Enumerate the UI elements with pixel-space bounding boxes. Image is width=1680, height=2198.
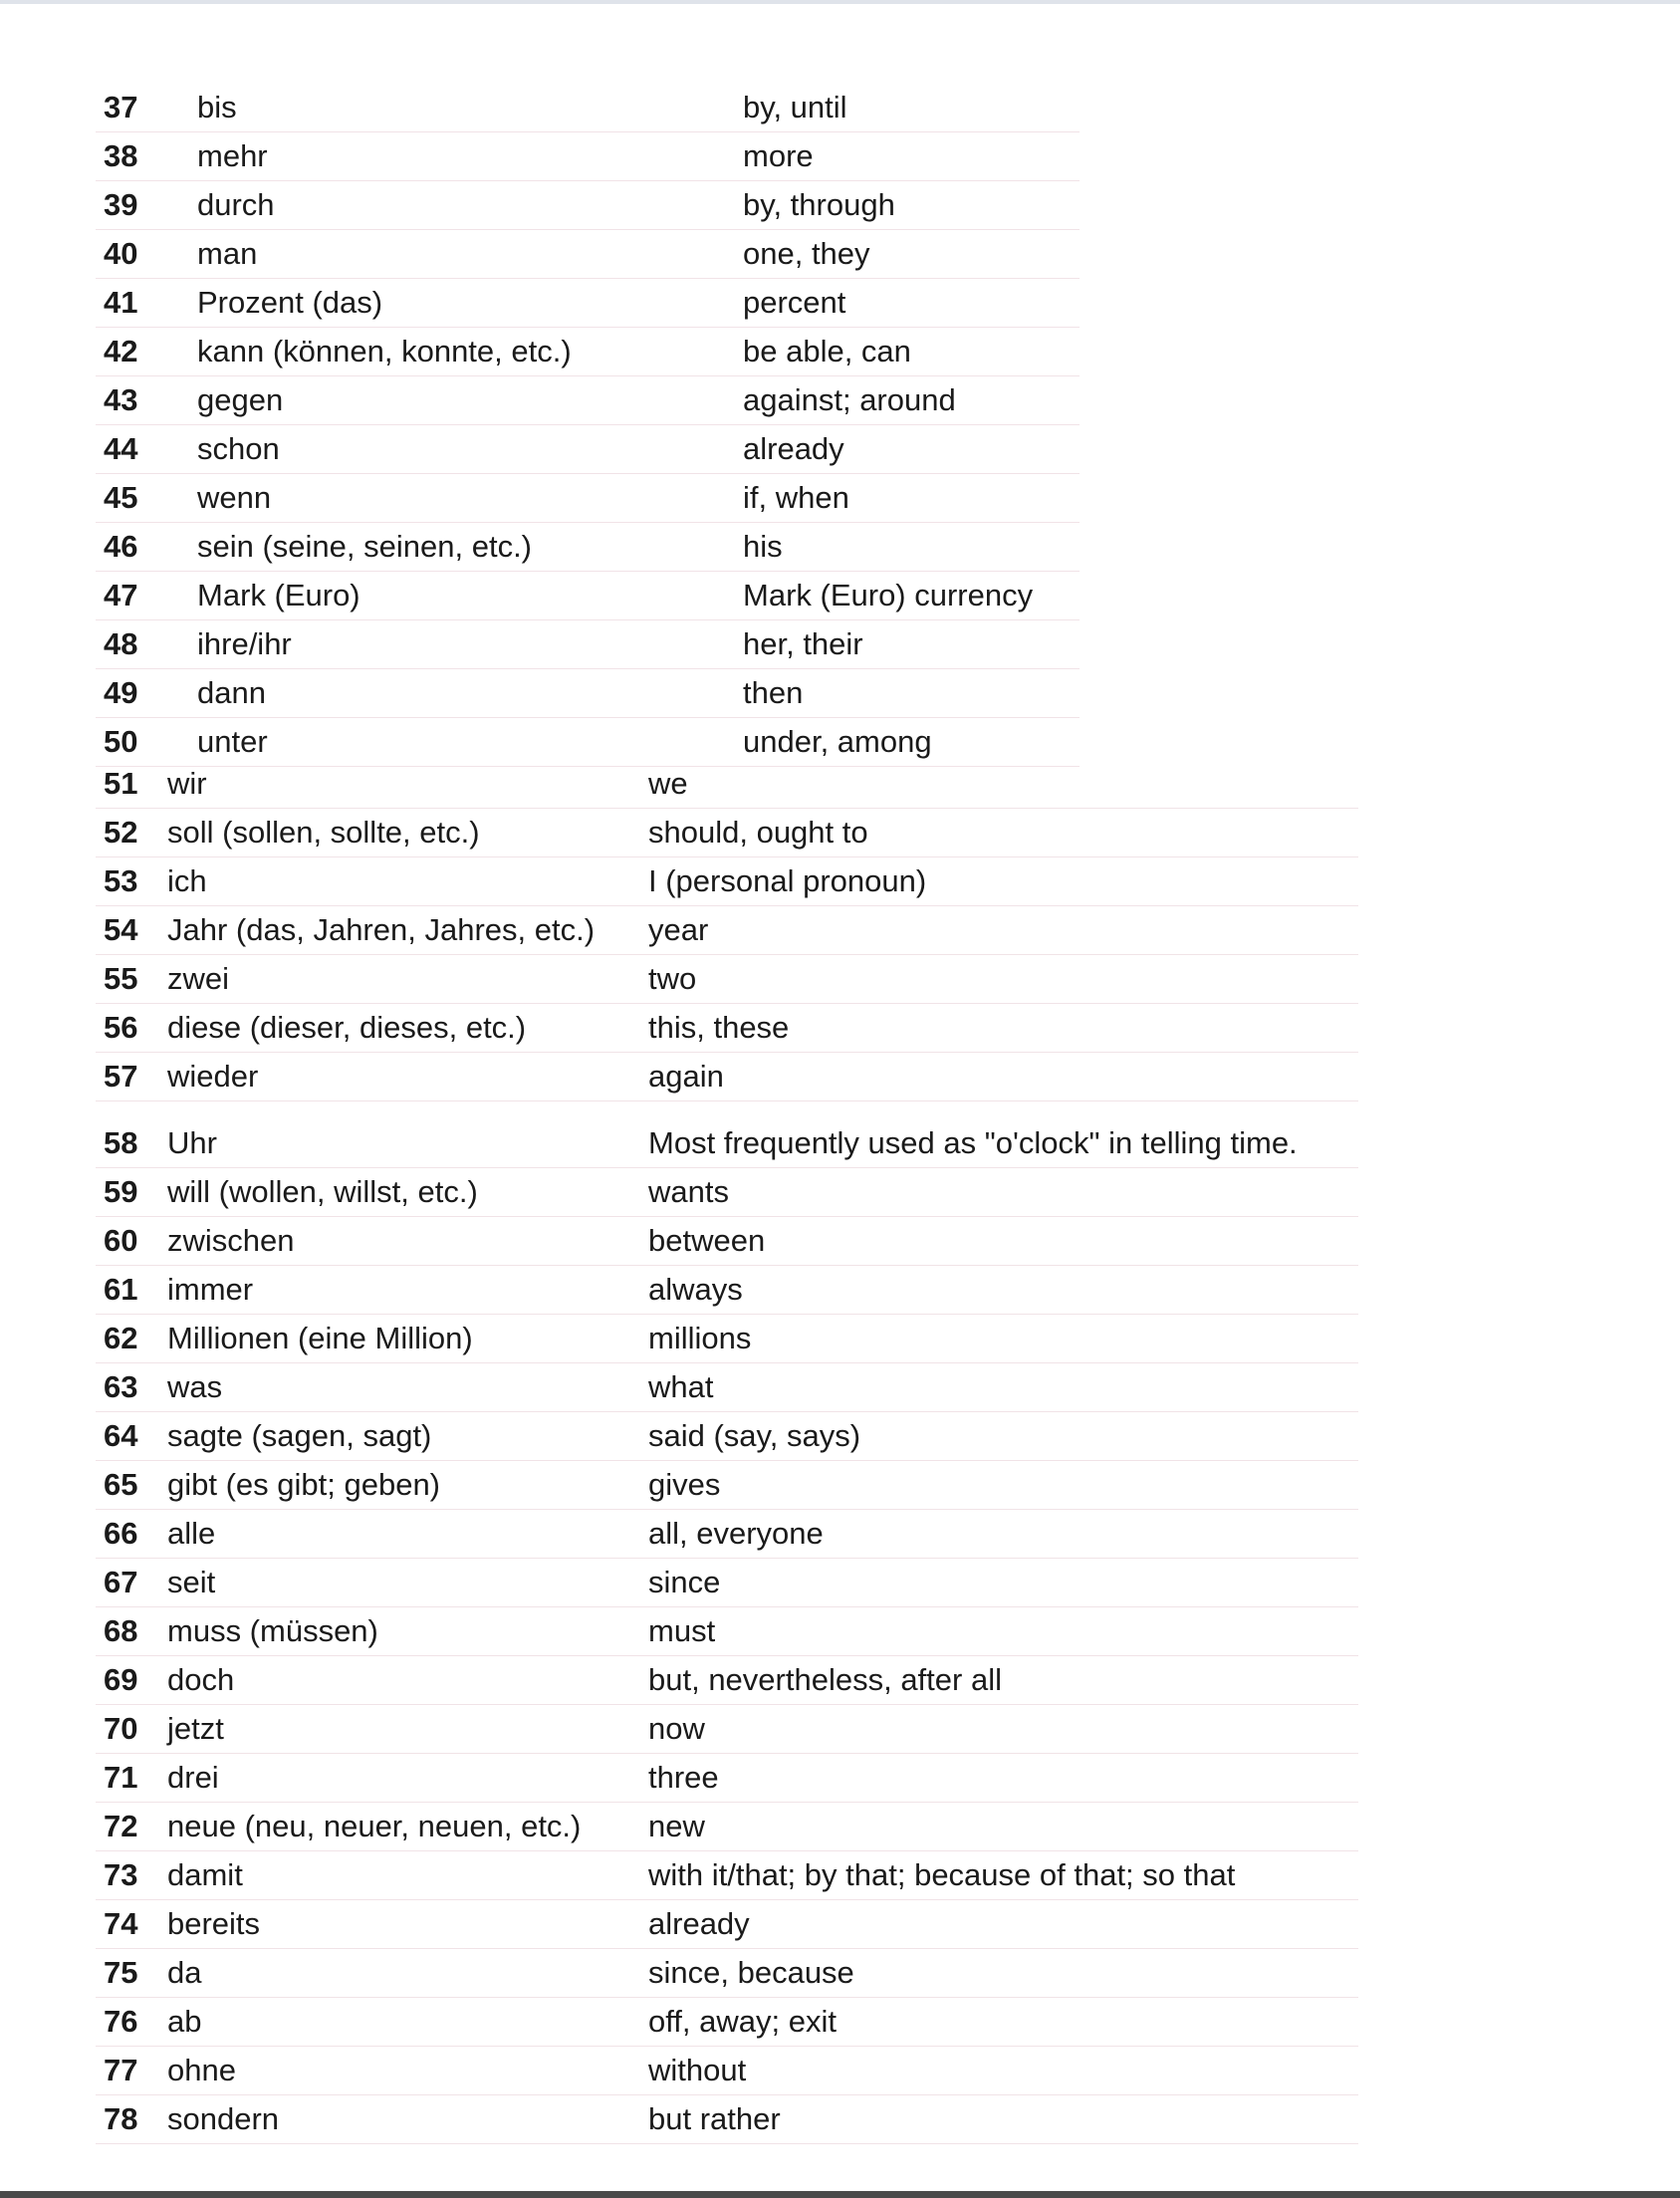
german-word: alle xyxy=(167,1516,216,1551)
rank-number: 37 xyxy=(104,90,138,124)
rank-number: 72 xyxy=(104,1809,138,1843)
table-row xyxy=(96,523,1080,572)
rank-number: 52 xyxy=(104,815,138,850)
table-row xyxy=(96,1461,1358,1510)
rank-number: 61 xyxy=(104,1272,138,1307)
table-row xyxy=(96,2047,1358,2095)
german-word: ab xyxy=(167,2004,202,2039)
german-word: da xyxy=(167,1955,202,1990)
german-word: damit xyxy=(167,1857,243,1892)
rank-number: 45 xyxy=(104,480,138,515)
english-translation: already xyxy=(648,1906,750,1941)
german-word: unter xyxy=(197,724,268,759)
table-row xyxy=(96,1266,1358,1315)
english-translation: his xyxy=(743,529,783,564)
rank-number: 77 xyxy=(104,2053,138,2087)
table-row xyxy=(96,1656,1358,1705)
table-row xyxy=(96,1900,1358,1949)
table-row xyxy=(96,760,1358,809)
german-word: sein (seine, seinen, etc.) xyxy=(197,529,533,564)
table-row xyxy=(96,132,1080,181)
vocab-table-part-1 xyxy=(96,84,1080,767)
english-translation: under, among xyxy=(743,724,932,759)
rank-number: 54 xyxy=(104,912,138,947)
english-translation: against; around xyxy=(743,382,956,417)
table-row xyxy=(96,1510,1358,1559)
german-word: wieder xyxy=(167,1059,259,1094)
table-row xyxy=(96,1119,1358,1168)
table-row xyxy=(96,1998,1358,2047)
rank-number: 53 xyxy=(104,863,138,898)
german-word: neue (neu, neuer, neuen, etc.) xyxy=(167,1809,582,1843)
rank-number: 70 xyxy=(104,1711,138,1746)
german-word: soll (sollen, sollte, etc.) xyxy=(167,815,480,850)
english-translation: her, their xyxy=(743,626,863,661)
english-translation: since, because xyxy=(648,1955,854,1990)
table-row xyxy=(96,572,1080,620)
rank-number: 74 xyxy=(104,1906,138,1941)
rank-number: 46 xyxy=(104,529,138,564)
english-translation: but rather xyxy=(648,2101,781,2136)
german-word: Mark (Euro) xyxy=(197,578,360,612)
rank-number: 51 xyxy=(104,766,138,801)
rank-number: 67 xyxy=(104,1565,138,1599)
english-translation: but, nevertheless, after all xyxy=(648,1662,1002,1697)
german-word: kann (können, konnte, etc.) xyxy=(197,334,572,368)
english-translation: I (personal pronoun) xyxy=(648,863,927,898)
german-word: zwischen xyxy=(167,1223,295,1258)
table-row xyxy=(96,1363,1358,1412)
rank-number: 43 xyxy=(104,382,138,417)
english-translation: should, ought to xyxy=(648,815,868,850)
table-row xyxy=(96,328,1080,376)
table-row xyxy=(96,1217,1358,1266)
table-row xyxy=(96,857,1358,906)
rank-number: 76 xyxy=(104,2004,138,2039)
table-row xyxy=(96,279,1080,328)
english-translation: without xyxy=(648,2053,747,2087)
english-translation: three xyxy=(648,1760,719,1795)
rank-number: 64 xyxy=(104,1418,138,1453)
german-word: ohne xyxy=(167,2053,236,2087)
german-word: gibt (es gibt; geben) xyxy=(167,1467,441,1502)
english-translation: millions xyxy=(648,1321,752,1355)
english-translation: off, away; exit xyxy=(648,2004,837,2039)
english-translation: by, through xyxy=(743,187,895,222)
rank-number: 78 xyxy=(104,2101,138,2136)
english-translation: this, these xyxy=(648,1010,790,1045)
table-row xyxy=(96,1803,1358,1851)
table-row xyxy=(96,906,1358,955)
table-row xyxy=(96,1004,1358,1053)
table-row xyxy=(96,1705,1358,1754)
table-row xyxy=(96,620,1080,669)
german-word: muss (müssen) xyxy=(167,1613,378,1648)
rank-number: 39 xyxy=(104,187,138,222)
english-translation: be able, can xyxy=(743,334,911,368)
rank-number: 50 xyxy=(104,724,138,759)
rank-number: 69 xyxy=(104,1662,138,1697)
rank-number: 41 xyxy=(104,285,138,320)
english-translation: more xyxy=(743,138,814,173)
german-word: ihre/ihr xyxy=(197,626,292,661)
english-translation: percent xyxy=(743,285,846,320)
english-translation: always xyxy=(648,1272,743,1307)
bottom-border xyxy=(0,2191,1680,2198)
english-translation: with it/that; by that; because of that; so that xyxy=(648,1857,1236,1892)
top-border xyxy=(0,0,1680,4)
english-translation: said (say, says) xyxy=(648,1418,861,1453)
english-translation: must xyxy=(648,1613,716,1648)
rank-number: 62 xyxy=(104,1321,138,1355)
rank-number: 47 xyxy=(104,578,138,612)
german-word: Prozent (das) xyxy=(197,285,383,320)
rank-number: 63 xyxy=(104,1369,138,1404)
english-translation: gives xyxy=(648,1467,721,1502)
table-row xyxy=(96,1851,1358,1900)
rank-number: 48 xyxy=(104,626,138,661)
german-word: ich xyxy=(167,863,207,898)
rank-number: 60 xyxy=(104,1223,138,1258)
table-row xyxy=(96,1053,1358,1101)
table-row xyxy=(96,2095,1358,2144)
rank-number: 38 xyxy=(104,138,138,173)
table-row xyxy=(96,1559,1358,1607)
german-word: drei xyxy=(167,1760,219,1795)
rank-number: 44 xyxy=(104,431,138,466)
english-translation: again xyxy=(648,1059,724,1094)
table-row xyxy=(96,955,1358,1004)
english-translation: new xyxy=(648,1809,705,1843)
rank-number: 58 xyxy=(104,1125,138,1160)
german-word: sondern xyxy=(167,2101,280,2136)
table-row xyxy=(96,669,1080,718)
rank-number: 40 xyxy=(104,236,138,271)
german-word: will (wollen, willst, etc.) xyxy=(167,1174,478,1209)
german-word: dann xyxy=(197,675,266,710)
german-word: bis xyxy=(197,90,237,124)
english-translation: now xyxy=(648,1711,705,1746)
german-word: schon xyxy=(197,431,280,466)
english-translation: one, they xyxy=(743,236,870,271)
english-translation: then xyxy=(743,675,804,710)
english-translation: Mark (Euro) currency xyxy=(743,578,1034,612)
table-row xyxy=(96,181,1080,230)
english-translation: what xyxy=(648,1369,714,1404)
english-translation: if, when xyxy=(743,480,849,515)
vocab-table-part-3 xyxy=(96,1119,1358,2144)
english-translation: year xyxy=(648,912,709,947)
german-word: immer xyxy=(167,1272,254,1307)
german-word: durch xyxy=(197,187,275,222)
german-word: jetzt xyxy=(167,1711,224,1746)
german-word: gegen xyxy=(197,382,284,417)
german-word: zwei xyxy=(167,961,230,996)
table-row xyxy=(96,474,1080,523)
rank-number: 57 xyxy=(104,1059,138,1094)
rank-number: 66 xyxy=(104,1516,138,1551)
english-translation: since xyxy=(648,1565,721,1599)
table-row xyxy=(96,84,1080,132)
table-row xyxy=(96,1315,1358,1363)
english-translation: two xyxy=(648,961,697,996)
english-translation: already xyxy=(743,431,844,466)
german-word: diese (dieser, dieses, etc.) xyxy=(167,1010,527,1045)
english-translation: by, until xyxy=(743,90,847,124)
table-row xyxy=(96,1168,1358,1217)
english-translation: wants xyxy=(648,1174,729,1209)
german-word: seit xyxy=(167,1565,216,1599)
rank-number: 73 xyxy=(104,1857,138,1892)
rank-number: 65 xyxy=(104,1467,138,1502)
german-word: sagte (sagen, sagt) xyxy=(167,1418,432,1453)
table-row xyxy=(96,376,1080,425)
table-row xyxy=(96,1412,1358,1461)
table-row xyxy=(96,809,1358,857)
rank-number: 71 xyxy=(104,1760,138,1795)
table-row xyxy=(96,1607,1358,1656)
german-word: was xyxy=(167,1369,223,1404)
rank-number: 75 xyxy=(104,1955,138,1990)
german-word: Jahr (das, Jahren, Jahres, etc.) xyxy=(167,912,596,947)
rank-number: 59 xyxy=(104,1174,138,1209)
german-word: mehr xyxy=(197,138,268,173)
german-word: Uhr xyxy=(167,1125,217,1160)
german-word: doch xyxy=(167,1662,235,1697)
english-translation: we xyxy=(648,766,688,801)
rank-number: 42 xyxy=(104,334,138,368)
german-word: Millionen (eine Million) xyxy=(167,1321,473,1355)
table-row xyxy=(96,1949,1358,1998)
table-row xyxy=(96,425,1080,474)
english-translation: Most frequently used as "o'clock" in telling time. xyxy=(648,1125,1298,1160)
table-row xyxy=(96,230,1080,279)
german-word: man xyxy=(197,236,258,271)
rank-number: 55 xyxy=(104,961,138,996)
rank-number: 56 xyxy=(104,1010,138,1045)
german-word: bereits xyxy=(167,1906,261,1941)
table-row xyxy=(96,1754,1358,1803)
english-translation: all, everyone xyxy=(648,1516,824,1551)
rank-number: 49 xyxy=(104,675,138,710)
rank-number: 68 xyxy=(104,1613,138,1648)
german-word: wir xyxy=(167,766,207,801)
english-translation: between xyxy=(648,1223,766,1258)
vocab-table-part-2 xyxy=(96,760,1358,1101)
german-word: wenn xyxy=(197,480,272,515)
